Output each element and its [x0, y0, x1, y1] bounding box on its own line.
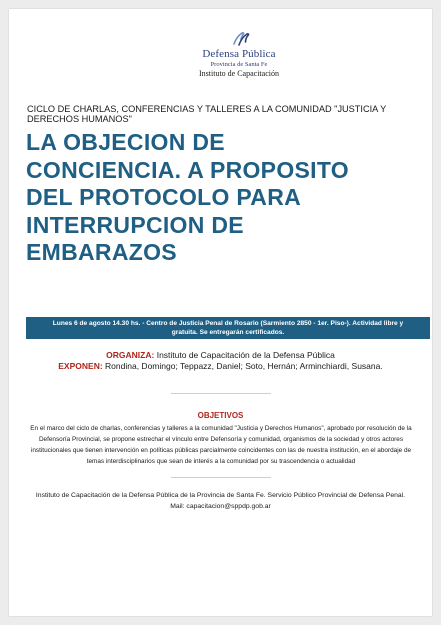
page-title — [26, 129, 426, 267]
logo-name: Defensa Pública — [202, 48, 276, 60]
footer-institute: Instituto de Capacitación de la Defensa Pública de la Provincia de Santa Fe. Servicio Público Provincial de Defensa Penal. — [35, 492, 406, 499]
event-line: Lunes 6 de agosto 14.30 hs. - Centro de Justicia Penal de Rosario (Sarmiento 2850 - 1er. Piso-). Actividad libre y — [52, 320, 404, 327]
organizers-block — [9, 350, 432, 372]
organiza-value: Instituto de Capacitación de la Defensa Pública — [156, 350, 335, 360]
exponen-value: Rondina, Domingo; Teppazz, Daniel; Soto, Hernán; Arminchiardi, Susana. — [105, 361, 383, 371]
objetivos-line: Defensoría Provincial, se propone estrechar el vínculo entre Defensoría y comunidad, organismos de la sociedad y otros actores — [38, 436, 404, 443]
objetivos-text — [23, 423, 419, 467]
divider — [171, 393, 271, 394]
title-line: CONCIENCIA. A PROPOSITO — [26, 156, 349, 183]
organiza-label: ORGANIZA: — [106, 350, 155, 360]
footer — [9, 490, 432, 512]
objetivos-title: OBJETIVOS — [197, 411, 244, 420]
objetivos-line: En el marco del ciclo de charlas, conferencias y talleres a la comunidad "Justicia y Derechos Humanos", aprobado por resolución de la — [30, 425, 412, 432]
series-heading: CICLO DE CHARLAS, CONFERENCIAS Y TALLERES A LA COMUNIDAD "JUSTICIA Y DERECHOS HUMANOS" — [27, 104, 387, 124]
event-info-bar — [26, 317, 430, 339]
document-page — [9, 9, 432, 616]
title-line: INTERRUPCION DE — [26, 211, 244, 238]
title-line: EMBARAZOS — [26, 239, 177, 265]
title-line: LA OBJECION DE — [26, 129, 225, 155]
objetivos-line: temas interdisciplinarios que sean de interés a la comunidad por su trascendencia o actualidad — [86, 458, 356, 465]
objetivos-line: institucionales que tienen intervención en políticas públicas parcialmente coincidentes con las de nuestra institución, en el abordaje de — [30, 447, 412, 454]
exponen-label: EXPONEN: — [58, 361, 103, 371]
defensa-publica-logo — [179, 25, 299, 85]
exponen-row — [9, 361, 432, 372]
title-line: DEL PROTOCOLO PARA — [26, 184, 302, 210]
logo-province: Provincia de Santa Fe — [210, 61, 268, 68]
footer-mail: Mail: capacitacion@sppdp.gob.ar — [170, 503, 271, 510]
event-line: gratuita. Se entregarán certificados. — [171, 329, 285, 336]
hands-logo-icon — [231, 29, 251, 47]
organiza-row — [9, 350, 432, 361]
logo-institute: Instituto de Capacitación — [199, 69, 279, 78]
divider — [171, 477, 271, 478]
